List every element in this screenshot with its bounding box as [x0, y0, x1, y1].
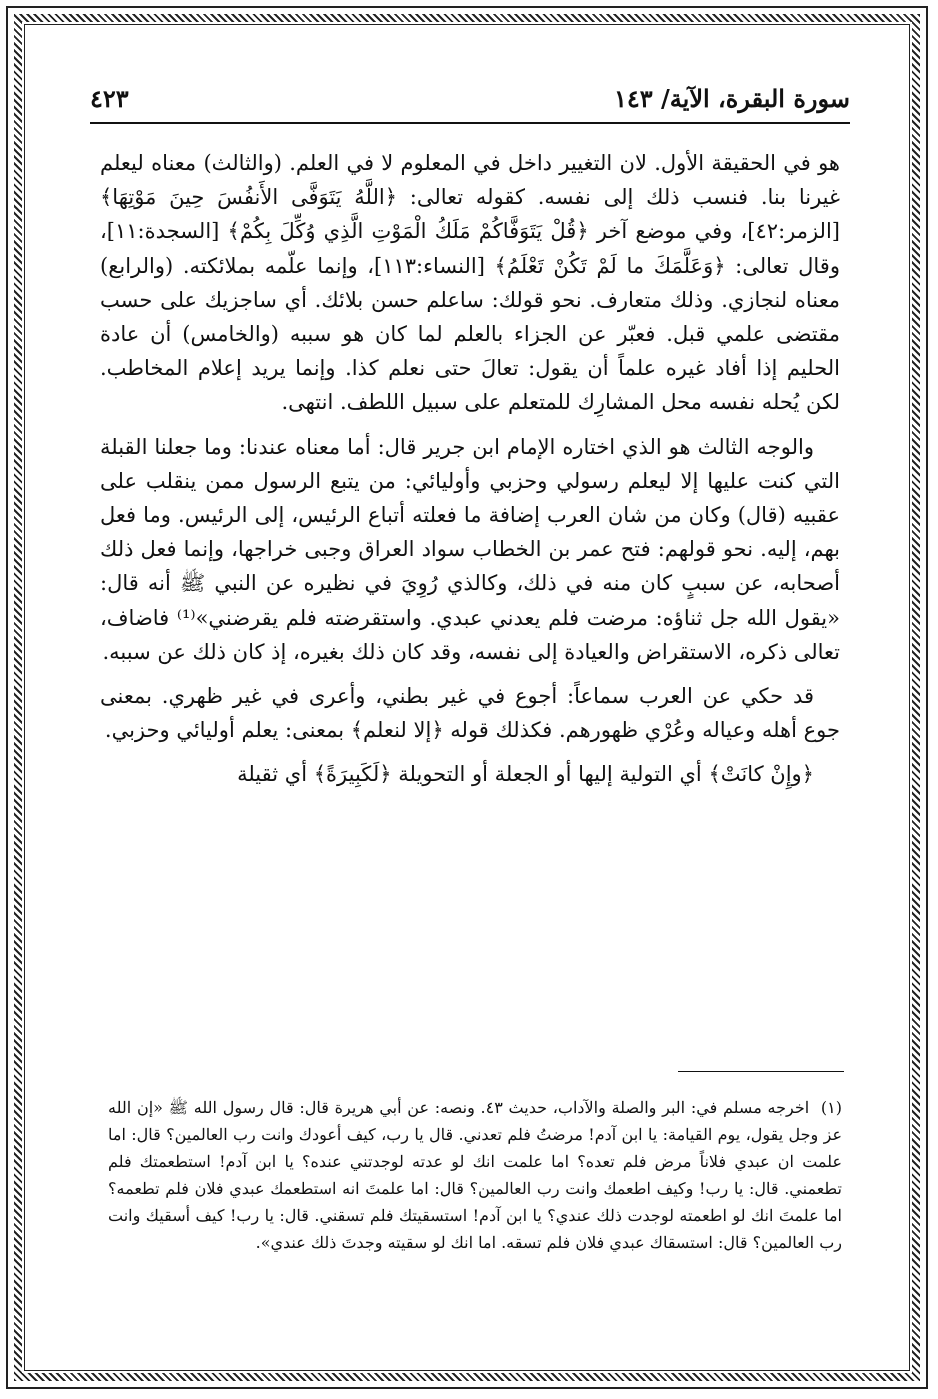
footnote — [108, 1094, 842, 1256]
footnote-text: اخرجه مسلم في: البر والصلة والآداب، حديث ٤٣. ونصه: عن أبي هريرة قال: قال رسول الله ﷺ «إن الله عز وجل يقول، يوم القيامة: يا ابن آدم! مرضتُ فلم تعدني. قال يا رب، كيف أعودك وانت رب العالمين؟ قال: اما علمت ان عبدي فلاناً مرض فلم تعده؟ اما علمت انك لو عدته لوجدتني عنده؟ يا ابن آدم! استطعمتك فلم تطعمني. قال: يا رب! وكيف اطعمك وانت رب العالمين؟ قال: اما علمتَ انه استطعمك عبدي فلان فلم تطعمه؟ اما علمتَ انك لو اطعمته لوجدت ذلك عندي؟ يا ابن آدم! استسقيتك فلم تسقني. قال: يا رب! كيف أسقيك وانت رب العالمين؟ قال: استسقاك عبدي فلان فلم تسقه. اما انك لو سقيته وجدتَ ذلك عندي». — [108, 1098, 842, 1252]
paragraph: والوجه الثالث هو الذي اختاره الإمام ابن جرير قال: أما معناه عندنا: وما جعلنا القبلة التي كنت عليها إلا ليعلم رسولي وحزبي وأوليائي: من يتبع الرسول ممن ينقلب على عقبيه (قال) وكان من شان العرب إضافة ما فعلته أتباع الرئيس، إلى الرئيس. وما فعل بهم، إليه. نحو قولهم: فتح عمر بن الخطاب سواد العراق وجبى خراجها، وإنما فعل ذلك أصحابه، عن سببٍ كان منه في ذلك، وكالذي رُوِيَ في نظيره عن النبي ﷺ أنه قال: «يقول الله جل ثناؤه: مرضت فلم يعدني عبدي. واستقرضته فلم يقرضني»⁽¹⁾ فاضاف، تعالى ذكره، الاستقراض والعيادة إلى نفسه، وقد كان ذلك بغيره، إذ كان ذلك عن سببه. — [100, 434, 841, 664]
paragraph: هو في الحقيقة الأول. لان التغيير داخل في المعلوم لا في العلم. (والثالث) معناه ليعلم غيرنا بنا. فنسب ذلك إلى نفسه. كقوله تعالى: ﴿اللَّهُ يَتَوَفَّى الأَنفُسَ حِينَ مَوْتِهَا﴾ [الزمر:٤٢]، وفي موضع آخر ﴿قُلْ يَتَوَفَّاكُمْ مَلَكُ الْمَوْتِ الَّذِي وُكِّلَ بِكُمْ﴾ [السجدة:١١]، وقال تعالى: ﴿وَعَلَّمَكَ ما لَمْ تَكُنْ تَعْلَمُ﴾ [النساء:١١٣]، وإنما علّمه بملائكته. (والرابع) معناه لنجازي. وذلك متعارف. نحو قولك: ساعلم حسن بلائك. أي ساجزيك على حسب مقتضى علمي قبل. فعبّر عن الجزاء بالعلم لما كان هو سببه (والخامس) أن عادة الحليم إذا أفاد غيره علماً أن يقول: تعالَ حتى نعلم كذا. وإنما يريد إعلام المخاطب. لكن يُحله نفسه محل المشارِك للمتعلم على سبيل اللطف. انتهى. — [100, 151, 840, 415]
paragraph: قد حكي عن العرب سماعاً: أجوع في غير بطني، وأعرى في غير ظهري. بمعنى جوع أهله وعياله وعُرْي ظهورهم. فكذلك قوله ﴿إلا لنعلم﴾ بمعنى: يعلم أوليائي وحزبي. — [100, 684, 840, 743]
footnote-marker: (١) — [820, 1098, 842, 1117]
running-header — [90, 78, 850, 118]
surah-title: سورة البقرة، الآية/ ١٤٣ — [613, 84, 850, 113]
page-number: ٤٢٣ — [90, 84, 129, 113]
header-rule — [90, 122, 850, 124]
footnote-rule — [678, 1071, 844, 1072]
paragraph: ﴿وإِنْ كانَتْ﴾ أي التولية إليها أو الجعلة أو التحويلة ﴿لَكَبِيرَةً﴾ أي ثقيلة — [237, 762, 814, 787]
main-text — [100, 146, 840, 802]
